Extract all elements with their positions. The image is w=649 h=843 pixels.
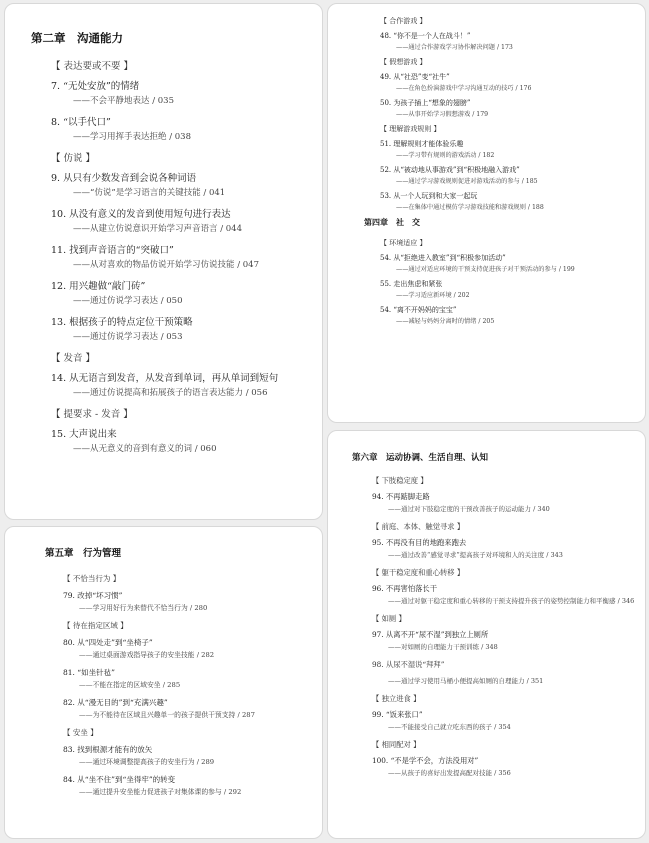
section-heading: 【 相同配对 】: [372, 740, 421, 749]
toc-card-chapter-6: [327, 430, 646, 839]
entry-title: 55. 走出焦虑和紧张: [380, 280, 443, 288]
toc-entry[interactable]: [380, 165, 645, 187]
entry-title: 48. “你不是一个人在战斗！”: [380, 32, 471, 40]
section-heading: 【 待在指定区域 】: [63, 621, 128, 630]
section-heading: 【 提要求 - 发音 】: [51, 409, 133, 420]
entry-subtitle-page: ——通过仿说学习表达 / 053: [73, 332, 183, 342]
entry-title: 97. 从离不开“尿不湿”到独立上厕所: [372, 630, 489, 639]
entry-subtitle-page: ——通过仿说学习表达 / 050: [73, 296, 183, 306]
entry-subtitle-page: ——不会平静地表达 / 035: [73, 96, 174, 106]
toc-entry[interactable]: [372, 491, 645, 515]
toc-section: [63, 620, 322, 721]
entry-title: 50. 为孩子插上“想象的翅膀”: [380, 99, 471, 107]
toc-entry[interactable]: [63, 697, 322, 721]
section-heading: 【 不恰当行为 】: [63, 574, 121, 583]
entry-title: 11. 找到声音语言的“突破口”: [51, 245, 174, 256]
toc-list: [31, 60, 322, 456]
toc-entry[interactable]: [63, 590, 322, 614]
entry-subtitle-page: ——通过合作游戏学习协作解决问题 / 173: [396, 44, 513, 51]
toc-entry[interactable]: [63, 744, 322, 768]
entry-title: 10. 从没有意义的发音到使用短句进行表达: [51, 209, 231, 220]
toc-section: [372, 567, 645, 607]
entry-title: 7. “无处安放”的情绪: [51, 81, 140, 92]
entry-title: 51. 理解规则才能体验乐趣: [380, 140, 464, 148]
entry-title: 79. 改掉“坏习惯”: [63, 591, 123, 600]
toc-card-chapter-3-4: [327, 3, 646, 423]
entry-subtitle-page: ——学习用好行为来替代不恰当行为 / 280: [79, 604, 208, 612]
toc-section: [380, 16, 645, 53]
entry-subtitle-page: ——从事开始学习假想游戏 / 179: [396, 111, 489, 118]
entry-title: 100. “不是学不会，方法没用对”: [372, 756, 479, 765]
toc-entry[interactable]: [380, 98, 645, 120]
toc-entry[interactable]: [372, 709, 645, 733]
toc-section: [372, 739, 645, 779]
entry-subtitle-page: ——在集体中通过模仿学习游戏技能和游戏规则 / 188: [396, 204, 544, 211]
toc-list: [45, 573, 322, 798]
toc-list: [364, 16, 645, 213]
entry-subtitle-page: ——通过环境调整提高孩子的安坐行为 / 289: [79, 758, 215, 766]
toc-entry[interactable]: [380, 305, 645, 327]
section-heading: 【 独立进食 】: [372, 694, 421, 703]
entry-title: 80. 从“四处走”到“坐椅子”: [63, 638, 153, 647]
toc-section: [51, 152, 322, 344]
toc-entry[interactable]: [380, 279, 645, 301]
entry-subtitle-page: ——通过学习使用马桶小便提高如厕的自理能力 / 351: [388, 677, 544, 685]
toc-entry[interactable]: [372, 629, 645, 653]
toc-entry[interactable]: [372, 537, 645, 561]
chapter-title: 第六章 运动协调、生活自理、认知: [352, 453, 489, 463]
toc-entry[interactable]: [372, 675, 645, 687]
entry-subtitle-page: ——对如厕的自理能力干预训练 / 348: [388, 643, 498, 651]
entry-subtitle-page: ——不能接受自己就立吃东西的孩子 / 354: [388, 723, 511, 731]
toc-section: [380, 124, 645, 213]
section-heading: 【 如厕 】: [372, 614, 406, 623]
entry-title: 9. 从只有少数发音到会说各种词语: [51, 173, 197, 184]
entry-title: 94. 不再踮脚走路: [372, 492, 430, 501]
toc-entry[interactable]: [51, 280, 322, 308]
entry-subtitle-page: ——通过提升安坐能力促进孩子对集体课的参与 / 292: [79, 788, 242, 796]
toc-entry[interactable]: [380, 72, 645, 94]
toc-entry[interactable]: [51, 172, 322, 200]
entry-subtitle-page: ——从建立仿说意识开始学习声音语言 / 044: [73, 224, 242, 234]
section-heading: 【 发音 】: [51, 353, 96, 364]
entry-subtitle-page: ——从对喜欢的物品仿说开始学习仿说技能 / 047: [73, 260, 259, 270]
entry-subtitle-page: ——通过对下肢稳定度的干预改善孩子的运动能力 / 340: [388, 505, 550, 513]
toc-entry[interactable]: [51, 372, 322, 400]
toc-section: [372, 613, 645, 653]
section-heading: 【 前庭、本体、触觉寻求 】: [372, 522, 465, 531]
entry-title: 13. 根据孩子的特点定位干预策略: [51, 317, 193, 328]
entry-subtitle-page: ——为不能待在区域且兴趣单一的孩子提供干预支持 / 287: [79, 711, 255, 719]
entry-subtitle-page: ——“仿说”是学习语言的关键技能 / 041: [73, 188, 226, 198]
section-heading: 【 假想游戏 】: [380, 58, 427, 66]
section-heading: 【 下肢稳定度 】: [372, 476, 428, 485]
entry-title: 95. 不再没有目的地跑来跑去: [372, 538, 467, 547]
toc-entry[interactable]: [51, 244, 322, 272]
entry-subtitle-page: ——减轻与妈妈分离时的情绪 / 205: [396, 318, 495, 325]
section-heading: 【 合作游戏 】: [380, 17, 427, 25]
entry-title: 99. “饭来张口”: [372, 710, 423, 719]
toc-section: [372, 521, 645, 561]
toc-section: [380, 238, 645, 327]
toc-entry[interactable]: [380, 31, 645, 53]
toc-entry[interactable]: [380, 253, 645, 275]
entry-subtitle-page: ——学习用挥手表达拒绝 / 038: [73, 132, 191, 142]
toc-entry[interactable]: [51, 428, 322, 456]
toc-entry[interactable]: [63, 667, 322, 691]
toc-list: [352, 475, 645, 779]
entry-subtitle-page: ——在角色扮演游戏中学习沟通互动的技巧 / 176: [396, 85, 532, 92]
toc-entry[interactable]: [51, 208, 322, 236]
entry-title: 14. 从无语言到发音，从发音到单词，再从单词到短句: [51, 373, 279, 384]
entry-title: 54. “离不开妈妈的宝宝”: [380, 306, 457, 314]
entry-title: 96. 不再害怕落长干: [372, 584, 438, 593]
entry-subtitle-page: ——通过学习游戏规则促进对游戏活动的参与 / 185: [396, 178, 538, 185]
toc-entry[interactable]: [372, 583, 645, 607]
chapter-title: 第五章 行为管理: [45, 548, 122, 559]
toc-section: [380, 57, 645, 120]
entry-title: 12. 用兴趣做“敲门砖”: [51, 281, 146, 292]
entry-title: 15. 大声说出来: [51, 429, 117, 440]
toc-section: [63, 727, 322, 798]
toc-card-chapter-5: [4, 526, 323, 839]
toc-entry[interactable]: [380, 139, 645, 161]
toc-section: [51, 60, 322, 144]
section-heading: 【 环境适应 】: [380, 239, 427, 247]
section-heading: 【 仿说 】: [51, 153, 96, 164]
toc-section: [372, 475, 645, 515]
toc-section: [372, 693, 645, 733]
entry-subtitle-page: ——学习适应新环境 / 202: [396, 292, 470, 299]
toc-entry[interactable]: [51, 80, 322, 108]
section-heading: 98. 从尿不湿说“拜拜”: [372, 660, 445, 669]
toc-entry[interactable]: [372, 755, 645, 779]
entry-subtitle-page: ——从无意义的音到有意义的词 / 060: [73, 444, 217, 454]
entry-title: 53. 从一个人玩到和大家一起玩: [380, 192, 478, 200]
chapter-title: 第二章 沟通能力: [31, 31, 123, 45]
section-heading: 【 理解游戏规则 】: [380, 125, 441, 133]
toc-section: [372, 659, 645, 687]
entry-subtitle-page: ——通过对躯干稳定度和重心转移的干预支持提升孩子的姿势控制能力和平衡感 / 346: [388, 597, 635, 605]
section-heading: 【 表达要或不要 】: [51, 61, 134, 72]
entry-subtitle-page: ——通过桌面游戏指导孩子的安坐技能 / 282: [79, 651, 215, 659]
entry-subtitle-page: ——通过仿说提高和拓展孩子的语言表达能力 / 056: [73, 388, 268, 398]
toc-entry[interactable]: [63, 637, 322, 661]
toc-entry[interactable]: [380, 191, 645, 213]
entry-subtitle-page: ——通过改善“感觉寻求”提高孩子对环境和人的关注度 / 343: [388, 551, 563, 559]
toc-entry[interactable]: [51, 316, 322, 344]
chapter-title: 第四章 社 交: [364, 218, 420, 227]
entry-title: 82. 从“漫无目的”到“充满兴趣”: [63, 698, 168, 707]
toc-entry[interactable]: [63, 774, 322, 798]
toc-section: [51, 352, 322, 400]
entry-title: 81. “如坐针毡”: [63, 668, 115, 677]
entry-subtitle-page: ——通过对适应环境的干预支持促进孩子对干预活动的参与 / 199: [396, 266, 575, 273]
section-heading: 【 安坐 】: [63, 728, 98, 737]
toc-entry[interactable]: [51, 116, 322, 144]
entry-subtitle-page: ——不能在指定的区域安坐 / 285: [79, 681, 181, 689]
entry-title: 83. 找到根源才能有的放矢: [63, 745, 153, 754]
toc-list: [364, 238, 645, 327]
toc-section: [51, 408, 322, 456]
entry-title: 54. 从“拒绝进入教室”到“积极参加活动”: [380, 254, 506, 262]
entry-title: 84. 从“坐不住”到“坐得牢”的转变: [63, 775, 176, 784]
toc-card-chapter-2: [4, 3, 323, 520]
entry-title: 8. “以手代口”: [51, 117, 111, 128]
toc-section: [63, 573, 322, 614]
entry-subtitle-page: ——从孩子的喜好出发提高配对技能 / 356: [388, 769, 511, 777]
section-heading: 【 躯干稳定度和重心转移 】: [372, 568, 465, 577]
entry-title: 49. 从“社恐”变“社牛”: [380, 73, 450, 81]
entry-title: 52. 从“被动地从事游戏”到“积极地融入游戏”: [380, 166, 520, 174]
entry-subtitle-page: ——学习带有规则的游戏活动 / 182: [396, 152, 495, 159]
